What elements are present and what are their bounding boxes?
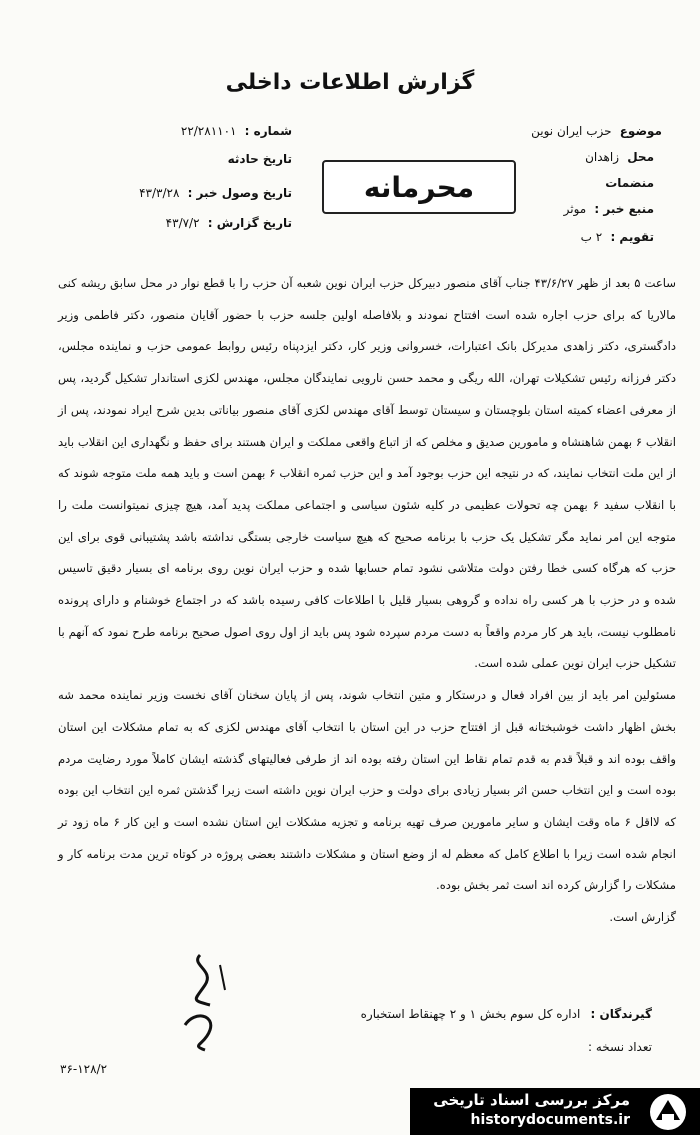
report-body [58, 268, 676, 934]
attachments-label: منضمات [605, 176, 654, 190]
recipients-label: گیرندگان : [590, 1007, 652, 1021]
rating-field [581, 230, 654, 244]
event-date-label: تاریخ حادثه [227, 152, 292, 166]
subject-label: موضوع [619, 124, 662, 138]
receipt-date-field [139, 186, 292, 200]
source-value: موثر [563, 202, 587, 216]
number-field [181, 124, 292, 138]
place-label: محل [627, 150, 654, 164]
subject-field [531, 124, 662, 138]
number-label: شماره : [244, 124, 292, 138]
recipients-field [361, 1007, 652, 1021]
archive-watermark [410, 1088, 700, 1135]
copies-field [588, 1040, 652, 1054]
signature [170, 945, 240, 1055]
source-label: منبع خبر : [594, 202, 654, 216]
recipients-value: اداره کل سوم بخش ۱ و ۲ چهنقاط استخباره [360, 1007, 581, 1021]
document-number: ۳۶-۱۲۸/۲ [60, 1062, 108, 1076]
report-date-field [166, 216, 292, 230]
watermark-title: مرکز بررسی اسناد تاریخی [433, 1091, 630, 1109]
copies-label: تعداد نسخه : [587, 1040, 652, 1054]
report-date-value: ۴۳/۷/۲ [165, 216, 200, 230]
watermark-url: historydocuments.ir [470, 1112, 630, 1128]
body-paragraph-2: مسئولین امر باید از بین افراد فعال و درستکار و متین انتخاب شوند، پس از پایان سخنان آقای نخست وزیر نماینده محمد شه بخش اظهار داشت خوشبختانه قبل از افتتاح حزب در این استان با انتخاب آقای مهندس لکزی که به تمام مشکلات این استان واقف بوده اند و قبلاً قدم به قدم تمام نقاط این استان رفته بوده اند از طرفی فعالیتهای گذشته ایشان کاملاً مورد رضایت مردم بوده است و این انتخاب حسن اثر بسیار زیادی برای دولت و حزب ایران نوین داشته است زیرا گذشتن ثمره این انتخاب این بوده که لااقل ۶ ماه وقت ایشان و سایر مامورین صرف تهیه برنامه و تجزیه مشکلات این استان نشده است و این کار ۶ ماه زود تر انجام شده است زیرا با اطلاع کامل که معظم له از وضع استان و مشکلات داشتند بعضی پروژه در کوتاه ترین مدت برنامه کار و مشکلات را گزارش کرده اند است ثمر بخش بوده. [58, 688, 676, 893]
event-date-field [228, 152, 292, 166]
confidential-stamp: محرمانه [322, 160, 516, 214]
place-value: زاهدان [585, 150, 620, 164]
place-field [585, 150, 654, 164]
rating-label: تقویم : [610, 230, 654, 244]
source-field [564, 202, 654, 216]
subject-value: حزب ایران نوین [531, 124, 612, 138]
archive-logo-icon [646, 1092, 690, 1132]
rating-value: ۲ ب [580, 230, 603, 244]
attachments-field [605, 176, 654, 190]
report-date-label: تاریخ گزارش : [207, 216, 292, 230]
body-paragraph-1: ساعت ۵ بعد از ظهر ۴۳/۶/۲۷ جناب آقای منصور دبیرکل حزب ایران نوین شعبه آن حزب را با قطع نوار در محل سابق ریشه کنی مالاریا که برای حزب اجاره شده است افتتاح نمودند و بلافاصله اولین جلسه حزب با حضور آقایان منصور، دکتر فاطمی وزیر دادگستری، دکتر زاهدی مدیرکل بانک اعتبارات، خسروانی وزیر کار، دکتر ایزدپناه رئیس روابط عمومی حزب و نماینده مجلس، دکتر فرزانه رئیس تشکیلات تهران، الله ریگی و محمد حسن نارویی نمایندگان مجلس، مهندس لکزی استاندار تشکیل گردید، پس از معرفی اعضاء کمیته استان بلوچستان و سیستان توسط آقای مهندس لکزی آقای منصور بیاناتی بدین شرح ایراد نمودند، پس از انقلاب ۶ بهمن شاهنشاه و مامورین صدیق و مخلص که از اتباع واقعی مملکت و ایران هستند برای حفظ و نگهداری این انقلاب باید از این ملت انتخاب نمایند، که در نتیجه این حزب بوجود آمد و این حزب ثمره انقلاب ۶ بهمن است و باید همه ملت متوجه شوند که با انقلاب سفید ۶ بهمن چه تحولات عظیمی در کلیه شئون سیاسی و اجتماعی مملکت پدید آمد، هیچ چیزی نمیتوانست ملت را متوجه این امر نماید مگر تشکیل یک حزب با برنامه صحیح که هیچ سیاست خارجی بستگی نداشته باشد پشتیبانی قوی برای این حزب که هرگاه کسی خطا رفتن دولت متلاشی نشود تمام حسابها شده و حزب ایران نوین روی برنامه ای بسیار دقیق تاسیس شده و در حزب با هر کسی راه نداده و گروهی بسیار قلیل با اطلاعات کافی رسیده باشد که در اجتماع خوشنام و دارای پرونده نامطلوب نیست، باید هر کار مردم واقعاً به دست مردم سپرده شود پس باید از اول روی اصول صحیح برنامه طرح نمود که آنهم با تشکیل حزب ایران نوین عملی شده است. [58, 276, 676, 671]
document-title: گزارش اطلاعات داخلی [225, 70, 475, 95]
number-value: ۲۲/۲۸۱۱۰۱ [180, 124, 237, 138]
receipt-date-label: تاریخ وصول خبر : [187, 186, 292, 200]
body-paragraph-3: گزارش است. [609, 910, 676, 925]
receipt-date-value: ۴۳/۳/۲۸ [139, 186, 180, 200]
